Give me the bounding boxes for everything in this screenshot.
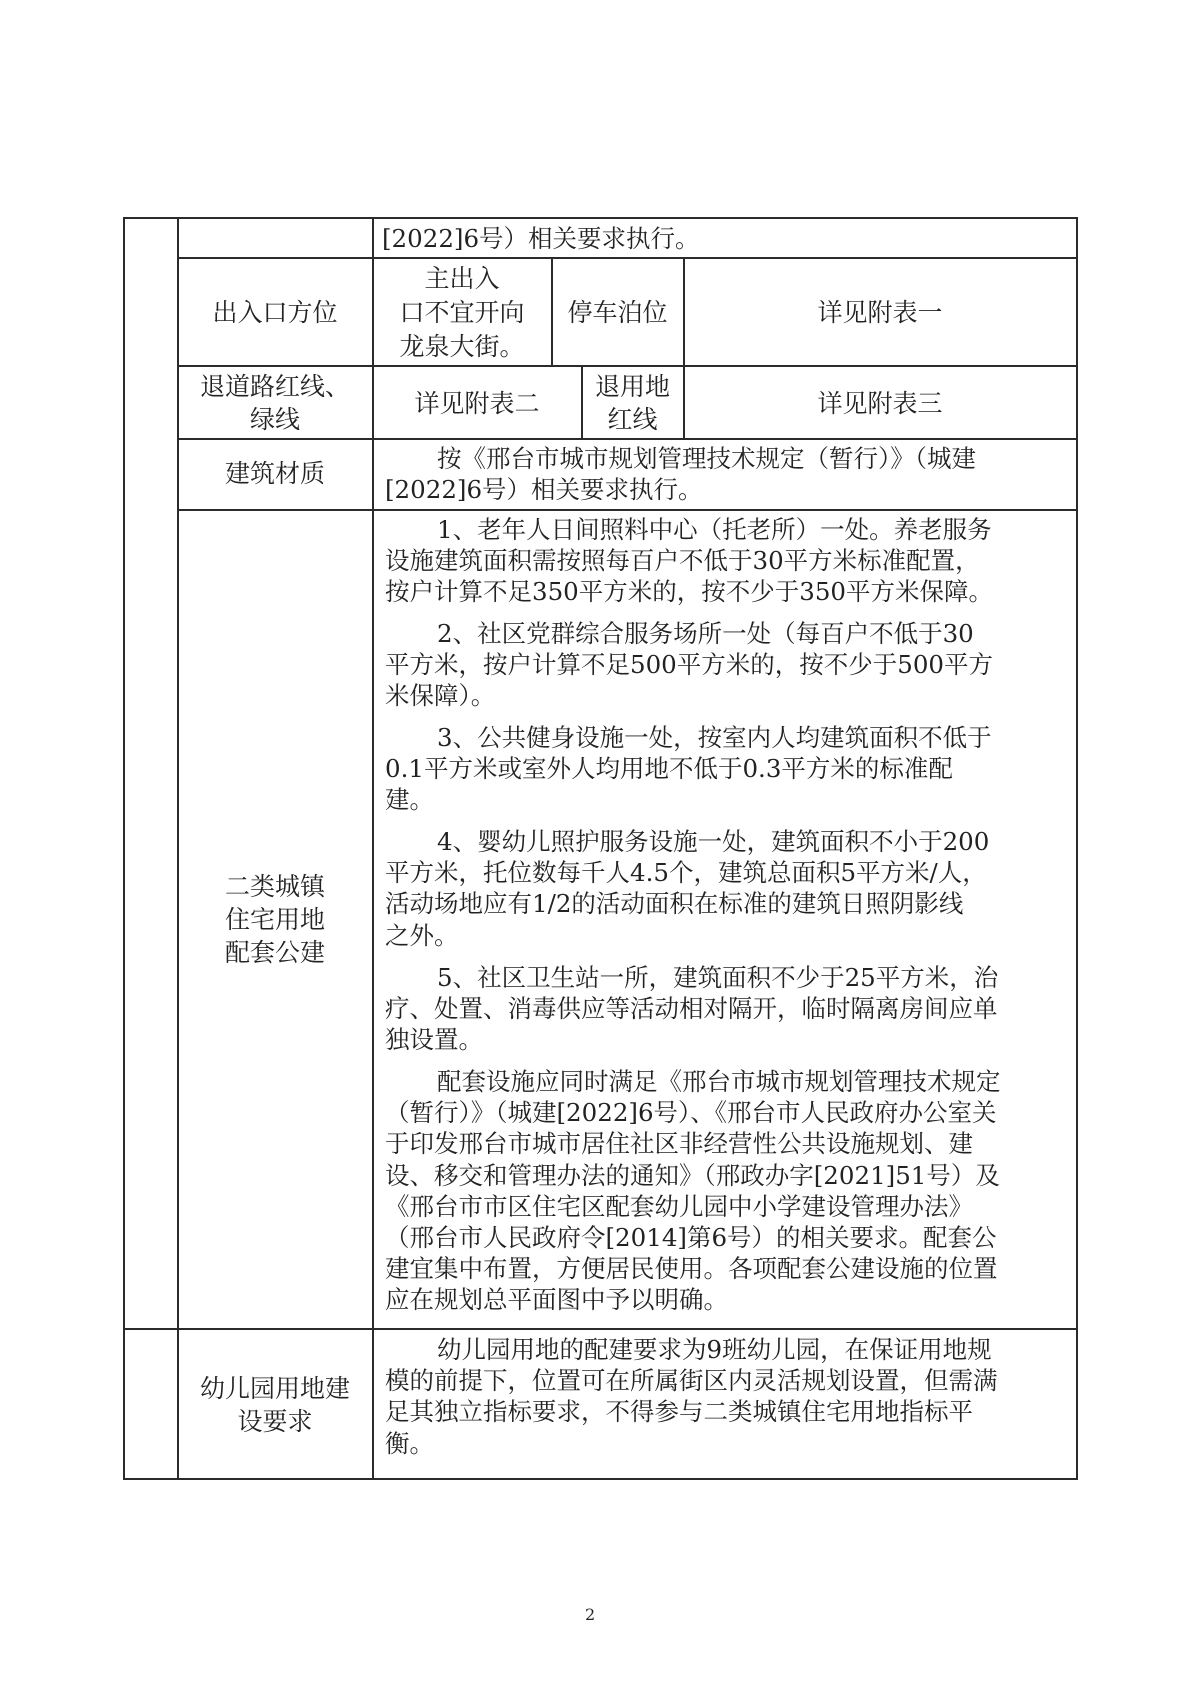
- grid-line: [1076, 217, 1078, 1480]
- setback-label-line-2: 绿线: [249, 405, 300, 434]
- top-row-text: [2022]6号）相关要求执行。: [382, 224, 700, 253]
- text-line: 平方米，按户计算不足500平方米的，按不少于500平方: [385, 650, 994, 680]
- text-line: 米保障）。: [385, 681, 496, 711]
- text-line: 《邢台市市区住宅区配套幼儿园中小学建设管理办法》: [385, 1191, 973, 1221]
- grid-line: [123, 217, 1078, 219]
- text-line: 于印发邢台市城市居住社区非经营性公共设施规划、建: [385, 1129, 973, 1159]
- facilities-item-1: [385, 514, 1073, 608]
- facilities-label-line-3: 配套公建: [224, 938, 325, 967]
- facilities-label-line-2: 住宅用地: [224, 905, 325, 934]
- text-line: 活动场地应有1/2的活动面积在标准的建筑日照阴影线: [385, 889, 964, 919]
- grid-line: [178, 509, 1078, 511]
- land-setback-label-line-2: 红线: [607, 405, 658, 434]
- text-line: 幼儿园用地的配建要求为9班幼儿园，在保证用地规: [437, 1335, 992, 1364]
- entrance-value-line-3: 龙泉大街。: [399, 332, 525, 361]
- grid-line: [178, 257, 1078, 259]
- text-line: 3、公共健身设施一处，按室内人均建筑面积不低于: [437, 723, 992, 752]
- text-line: 疗、处置、消毒供应等活动相对隔开，临时隔离房间应单: [385, 994, 998, 1024]
- grid-line: [178, 438, 1078, 440]
- text-line: 按户计算不足350平方米的，按不少于350平方米保障。: [385, 577, 994, 607]
- text-line: 足其独立指标要求，不得参与二类城镇住宅用地指标平: [385, 1397, 973, 1427]
- grid-line: [123, 217, 125, 1480]
- material-text: [385, 443, 1073, 505]
- facilities-label-line-1: 二类城镇: [224, 872, 325, 901]
- parking-value: 详见附表一: [817, 298, 943, 327]
- facilities-item-3: [385, 722, 1073, 816]
- material-line-2: [2022]6号）相关要求执行。: [385, 475, 703, 505]
- facilities-item-2: [385, 618, 1073, 712]
- text-line: 衡。: [385, 1428, 434, 1458]
- text-line: 平方米，托位数每千人4.5个，建筑总面积5平方米/人，: [385, 858, 987, 888]
- text-line: 模的前提下，位置可在所属街区内灵活规划设置，但需满: [385, 1366, 998, 1396]
- entrance-value-line-1: 主出入: [424, 264, 500, 293]
- material-line-1: 按《邢台市城市规划管理技术规定（暂行）》（城建: [437, 444, 976, 473]
- text-line: 独设置。: [385, 1025, 483, 1055]
- text-line: 应在规划总平面图中予以明确。: [385, 1285, 728, 1315]
- kindergarten-text: [385, 1334, 1073, 1459]
- text-line: 1、老年人日间照料中心（托老所）一处。养老服务: [437, 515, 992, 544]
- text-line: 设施建筑面积需按照每百户不低于30平方米标准配置，: [385, 546, 980, 576]
- facilities-item-4: [385, 826, 1073, 951]
- land-setback-value: 详见附表三: [817, 389, 943, 418]
- text-line: 0.1平方米或室外人均用地不低于0.3平方米的标准配: [385, 754, 953, 784]
- setback-label-line-1: 退道路红线、: [199, 372, 350, 401]
- kindergarten-label-line-1: 幼儿园用地建: [199, 1374, 350, 1403]
- text-line: 设、移交和管理办法的通知》（邢政办字[2021]51号）及: [385, 1160, 1000, 1190]
- material-label: 建筑材质: [224, 459, 325, 488]
- text-line: 4、婴幼儿照护服务设施一处，建筑面积不小于200: [437, 827, 990, 856]
- text-line: （邢台市人民政府令[2014]第6号）的相关要求。配套公: [385, 1223, 997, 1253]
- kindergarten-label-line-2: 设要求: [237, 1407, 313, 1436]
- text-line: 配套设施应同时满足《邢台市城市规划管理技术规定: [437, 1067, 1001, 1096]
- land-setback-label-line-1: 退用地: [594, 372, 670, 401]
- facilities-summary: [385, 1066, 1073, 1316]
- facilities-item-5: [385, 962, 1073, 1056]
- text-line: 建宜集中布置，方便居民使用。各项配套公建设施的位置: [385, 1254, 998, 1284]
- entrance-label: 出入口方位: [212, 298, 338, 327]
- text-line: （暂行）》（城建[2022]6号）、《邢台市人民政府办公室关: [385, 1098, 997, 1128]
- grid-line: [178, 365, 1078, 367]
- entrance-value-line-2: 口不宜开向: [399, 298, 525, 327]
- text-line: 2、社区党群综合服务场所一处（每百户不低于30: [437, 619, 974, 648]
- page-number: 2: [585, 1605, 596, 1624]
- setback-value: 详见附表二: [414, 389, 540, 418]
- grid-line: [123, 1478, 1078, 1480]
- text-line: 5、社区卫生站一所，建筑面积不少于25平方米，治: [437, 963, 999, 992]
- text-line: 建。: [385, 785, 434, 815]
- text-line: 之外。: [385, 920, 459, 950]
- grid-line: [123, 1328, 1078, 1330]
- parking-label: 停车泊位: [567, 298, 668, 327]
